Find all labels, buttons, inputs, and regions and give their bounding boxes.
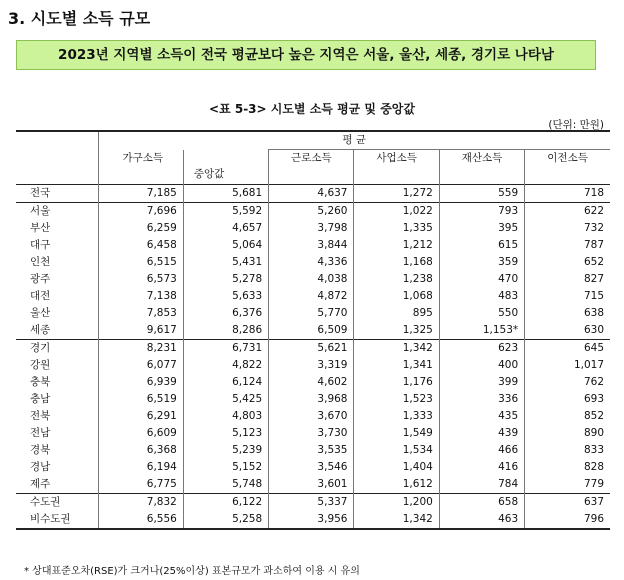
cell-value: 762 bbox=[525, 374, 610, 391]
section-title: 3. 시도별 소득 규모 bbox=[8, 9, 151, 28]
table-row bbox=[16, 305, 610, 322]
cell-value: 4,602 bbox=[269, 374, 354, 391]
cell-value: 1,342 bbox=[354, 511, 439, 529]
cell-value: 1,549 bbox=[354, 425, 439, 442]
region-label: 충남 bbox=[16, 391, 98, 408]
header-property: 재산소득 bbox=[439, 150, 524, 168]
cell-value: 6,731 bbox=[183, 340, 268, 358]
income-table bbox=[16, 130, 610, 530]
cell-value: 6,368 bbox=[98, 442, 183, 459]
region-label: 대구 bbox=[16, 237, 98, 254]
cell-value: 466 bbox=[439, 442, 524, 459]
cell-value: 1,212 bbox=[354, 237, 439, 254]
cell-value: 4,872 bbox=[269, 288, 354, 305]
cell-value: 890 bbox=[525, 425, 610, 442]
header-spacer-6 bbox=[525, 167, 610, 185]
region-label: 비수도권 bbox=[16, 511, 98, 529]
header-spacer-3 bbox=[269, 167, 354, 185]
region-label: 제주 bbox=[16, 476, 98, 494]
unit-label: (단위: 만원) bbox=[548, 119, 604, 131]
table-row bbox=[16, 340, 610, 358]
cell-value: 5,431 bbox=[183, 254, 268, 271]
header-labor: 근로소득 bbox=[269, 150, 354, 168]
cell-value: 4,822 bbox=[183, 357, 268, 374]
cell-value: 7,696 bbox=[98, 203, 183, 221]
cell-value: 336 bbox=[439, 391, 524, 408]
cell-value: 5,770 bbox=[269, 305, 354, 322]
cell-value: 5,152 bbox=[183, 459, 268, 476]
cell-value: 615 bbox=[439, 237, 524, 254]
region-label: 인천 bbox=[16, 254, 98, 271]
cell-value: 895 bbox=[354, 305, 439, 322]
region-label: 경북 bbox=[16, 442, 98, 459]
cell-value: 658 bbox=[439, 494, 524, 512]
cell-value: 435 bbox=[439, 408, 524, 425]
table-row bbox=[16, 357, 610, 374]
table-row bbox=[16, 322, 610, 340]
cell-value: 796 bbox=[525, 511, 610, 529]
table-row bbox=[16, 220, 610, 237]
summary-banner: 2023년 지역별 소득이 전국 평균보다 높은 지역은 서울, 울산, 세종, 경기로 나타남 bbox=[16, 40, 596, 70]
table-row bbox=[16, 459, 610, 476]
cell-value: 7,853 bbox=[98, 305, 183, 322]
cell-value: 7,185 bbox=[98, 185, 183, 203]
cell-value: 439 bbox=[439, 425, 524, 442]
table-row bbox=[16, 271, 610, 288]
cell-value: 6,124 bbox=[183, 374, 268, 391]
cell-value: 463 bbox=[439, 511, 524, 529]
cell-value: 399 bbox=[439, 374, 524, 391]
cell-value: 6,259 bbox=[98, 220, 183, 237]
cell-value: 623 bbox=[439, 340, 524, 358]
region-label: 경남 bbox=[16, 459, 98, 476]
cell-value: 5,592 bbox=[183, 203, 268, 221]
cell-value: 637 bbox=[525, 494, 610, 512]
cell-value: 400 bbox=[439, 357, 524, 374]
table-row bbox=[16, 511, 610, 529]
table-row bbox=[16, 203, 610, 221]
table-row bbox=[16, 391, 610, 408]
cell-value: 7,138 bbox=[98, 288, 183, 305]
cell-value: 1,022 bbox=[354, 203, 439, 221]
region-label: 대전 bbox=[16, 288, 98, 305]
cell-value: 1,017 bbox=[525, 357, 610, 374]
cell-value: 693 bbox=[525, 391, 610, 408]
cell-value: 6,573 bbox=[98, 271, 183, 288]
cell-value: 6,515 bbox=[98, 254, 183, 271]
region-label: 울산 bbox=[16, 305, 98, 322]
header-business: 사업소득 bbox=[354, 150, 439, 168]
region-label: 광주 bbox=[16, 271, 98, 288]
cell-value: 550 bbox=[439, 305, 524, 322]
cell-value: 1,335 bbox=[354, 220, 439, 237]
cell-value: 1,153* bbox=[439, 322, 524, 340]
cell-value: 4,637 bbox=[269, 185, 354, 203]
table-row bbox=[16, 408, 610, 425]
header-median: 중앙값 bbox=[183, 167, 268, 185]
cell-value: 787 bbox=[525, 237, 610, 254]
header-spacer-4 bbox=[354, 167, 439, 185]
cell-value: 6,458 bbox=[98, 237, 183, 254]
region-label: 수도권 bbox=[16, 494, 98, 512]
cell-value: 1,200 bbox=[354, 494, 439, 512]
cell-value: 5,064 bbox=[183, 237, 268, 254]
region-label: 충북 bbox=[16, 374, 98, 391]
region-label: 전국 bbox=[16, 185, 98, 203]
cell-value: 3,968 bbox=[269, 391, 354, 408]
cell-value: 483 bbox=[439, 288, 524, 305]
cell-value: 828 bbox=[525, 459, 610, 476]
cell-value: 1,612 bbox=[354, 476, 439, 494]
cell-value: 6,376 bbox=[183, 305, 268, 322]
cell-value: 3,319 bbox=[269, 357, 354, 374]
cell-value: 793 bbox=[439, 203, 524, 221]
cell-value: 1,341 bbox=[354, 357, 439, 374]
cell-value: 852 bbox=[525, 408, 610, 425]
header-household-spacer bbox=[98, 167, 183, 185]
header-corner bbox=[16, 131, 98, 150]
cell-value: 652 bbox=[525, 254, 610, 271]
header-transfer: 이전소득 bbox=[525, 150, 610, 168]
cell-value: 1,325 bbox=[354, 322, 439, 340]
cell-value: 732 bbox=[525, 220, 610, 237]
header-median-spacer bbox=[183, 150, 268, 168]
cell-value: 7,832 bbox=[98, 494, 183, 512]
cell-value: 5,278 bbox=[183, 271, 268, 288]
table-row bbox=[16, 442, 610, 459]
cell-value: 4,657 bbox=[183, 220, 268, 237]
cell-value: 3,535 bbox=[269, 442, 354, 459]
region-label: 전북 bbox=[16, 408, 98, 425]
region-label: 전남 bbox=[16, 425, 98, 442]
cell-value: 5,258 bbox=[183, 511, 268, 529]
region-label: 세종 bbox=[16, 322, 98, 340]
cell-value: 833 bbox=[525, 442, 610, 459]
cell-value: 1,238 bbox=[354, 271, 439, 288]
cell-value: 4,038 bbox=[269, 271, 354, 288]
table-row bbox=[16, 425, 610, 442]
cell-value: 3,956 bbox=[269, 511, 354, 529]
cell-value: 630 bbox=[525, 322, 610, 340]
header-group: 평 균 bbox=[98, 131, 610, 150]
cell-value: 6,775 bbox=[98, 476, 183, 494]
cell-value: 470 bbox=[439, 271, 524, 288]
cell-value: 8,286 bbox=[183, 322, 268, 340]
cell-value: 638 bbox=[525, 305, 610, 322]
cell-value: 3,670 bbox=[269, 408, 354, 425]
table-row bbox=[16, 476, 610, 494]
cell-value: 5,337 bbox=[269, 494, 354, 512]
table-row bbox=[16, 494, 610, 512]
cell-value: 5,748 bbox=[183, 476, 268, 494]
cell-value: 6,556 bbox=[98, 511, 183, 529]
cell-value: 5,260 bbox=[269, 203, 354, 221]
cell-value: 359 bbox=[439, 254, 524, 271]
cell-value: 6,122 bbox=[183, 494, 268, 512]
footnote: * 상대표준오차(RSE)가 크거나(25%이상) 표본규모가 과소하여 이용 시 유의 bbox=[24, 566, 360, 577]
cell-value: 6,077 bbox=[98, 357, 183, 374]
cell-value: 3,798 bbox=[269, 220, 354, 237]
cell-value: 1,333 bbox=[354, 408, 439, 425]
cell-value: 3,546 bbox=[269, 459, 354, 476]
cell-value: 8,231 bbox=[98, 340, 183, 358]
cell-value: 827 bbox=[525, 271, 610, 288]
cell-value: 5,425 bbox=[183, 391, 268, 408]
cell-value: 9,617 bbox=[98, 322, 183, 340]
header-household-income: 가구소득 bbox=[98, 150, 183, 168]
cell-value: 6,609 bbox=[98, 425, 183, 442]
cell-value: 395 bbox=[439, 220, 524, 237]
header-spacer-5 bbox=[439, 167, 524, 185]
header-corner-3 bbox=[16, 167, 98, 185]
cell-value: 6,519 bbox=[98, 391, 183, 408]
table-row bbox=[16, 185, 610, 203]
region-label: 경기 bbox=[16, 340, 98, 358]
cell-value: 5,633 bbox=[183, 288, 268, 305]
cell-value: 3,844 bbox=[269, 237, 354, 254]
table-row bbox=[16, 237, 610, 254]
region-label: 부산 bbox=[16, 220, 98, 237]
cell-value: 1,342 bbox=[354, 340, 439, 358]
table-caption: <표 5-3> 시도별 소득 평균 및 중앙값 bbox=[209, 102, 415, 116]
cell-value: 779 bbox=[525, 476, 610, 494]
cell-value: 6,939 bbox=[98, 374, 183, 391]
cell-value: 1,523 bbox=[354, 391, 439, 408]
cell-value: 416 bbox=[439, 459, 524, 476]
cell-value: 784 bbox=[439, 476, 524, 494]
cell-value: 715 bbox=[525, 288, 610, 305]
cell-value: 1,404 bbox=[354, 459, 439, 476]
cell-value: 1,534 bbox=[354, 442, 439, 459]
table-row bbox=[16, 254, 610, 271]
cell-value: 1,068 bbox=[354, 288, 439, 305]
table-row bbox=[16, 288, 610, 305]
cell-value: 622 bbox=[525, 203, 610, 221]
region-label: 강원 bbox=[16, 357, 98, 374]
cell-value: 1,168 bbox=[354, 254, 439, 271]
cell-value: 6,291 bbox=[98, 408, 183, 425]
cell-value: 6,509 bbox=[269, 322, 354, 340]
cell-value: 4,336 bbox=[269, 254, 354, 271]
cell-value: 5,681 bbox=[183, 185, 268, 203]
cell-value: 5,621 bbox=[269, 340, 354, 358]
table-row bbox=[16, 374, 610, 391]
cell-value: 645 bbox=[525, 340, 610, 358]
cell-value: 1,176 bbox=[354, 374, 439, 391]
cell-value: 3,730 bbox=[269, 425, 354, 442]
cell-value: 5,239 bbox=[183, 442, 268, 459]
cell-value: 718 bbox=[525, 185, 610, 203]
header-corner-2 bbox=[16, 150, 98, 168]
cell-value: 6,194 bbox=[98, 459, 183, 476]
region-label: 서울 bbox=[16, 203, 98, 221]
cell-value: 5,123 bbox=[183, 425, 268, 442]
cell-value: 1,272 bbox=[354, 185, 439, 203]
cell-value: 559 bbox=[439, 185, 524, 203]
cell-value: 3,601 bbox=[269, 476, 354, 494]
cell-value: 4,803 bbox=[183, 408, 268, 425]
